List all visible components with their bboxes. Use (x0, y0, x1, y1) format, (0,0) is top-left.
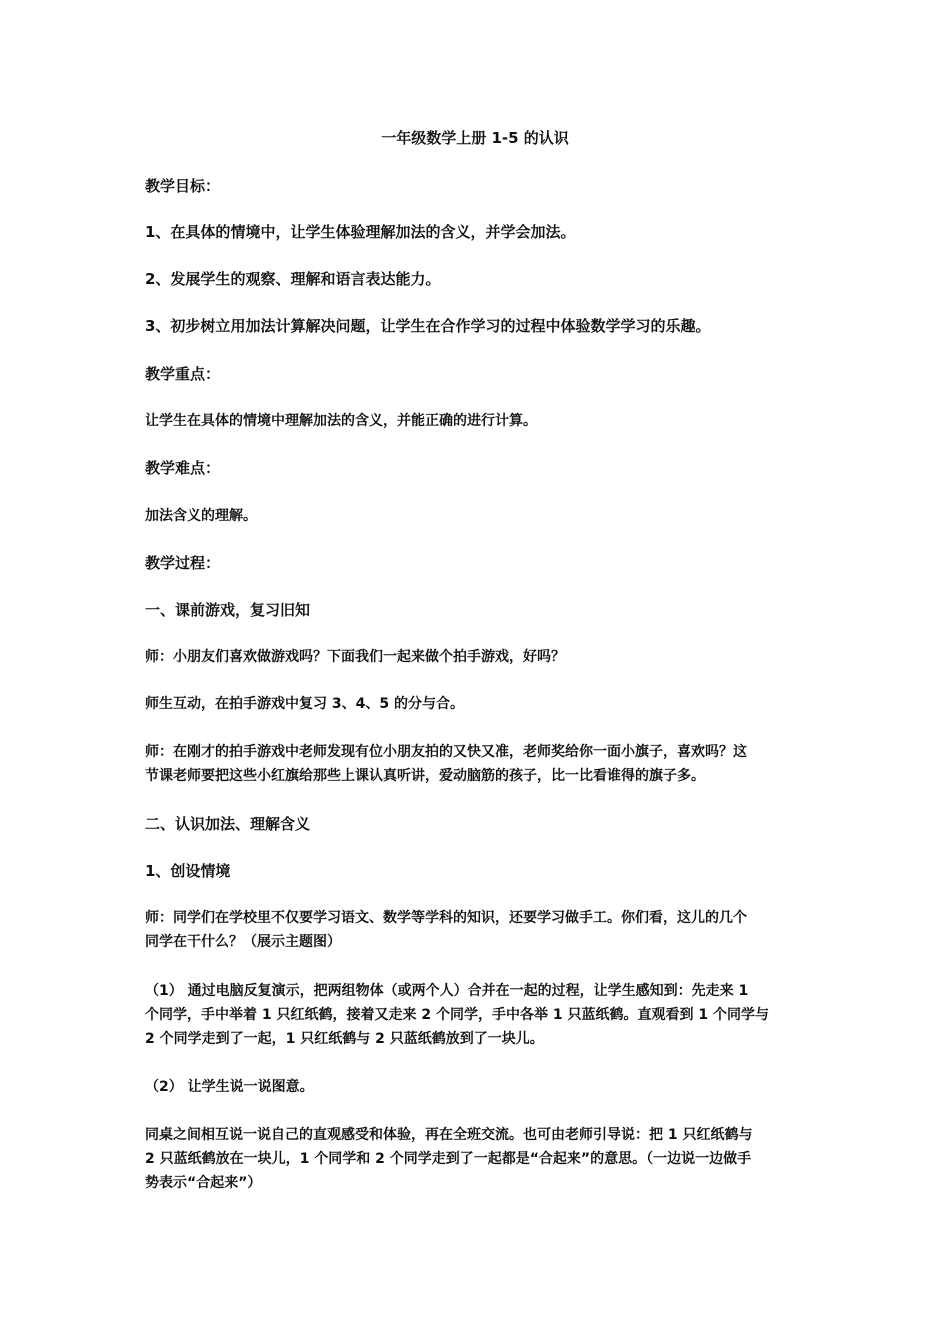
goal-2: 2、发展学生的观察、理解和语言表达能力。 (145, 270, 441, 288)
process-heading: 教学过程： (145, 554, 221, 572)
key-text: 让学生在具体的情境中理解加法的含义，并能正确的进行计算。 (145, 413, 537, 429)
text-line: 2 个同学走到了一起，1 只红纸鹤与 2 只蓝纸鹤放到了一块儿。 (145, 1031, 544, 1047)
key-heading: 教学重点： (145, 365, 221, 383)
text-line: （1） 通过电脑反复演示，把两组物体（或两个人）合并在一起的过程，让学生感知到：先走来 1 (145, 983, 749, 999)
document-title: 一年级数学上册 1-5 的认识 (381, 129, 569, 147)
text-line: 师：在刚才的拍手游戏中老师发现有位小朋友拍的又快又准，老师奖给你一面小旗子，喜欢吗？这 (145, 744, 747, 760)
text-line: 同学在干什么？（展示主题图） (145, 934, 341, 950)
teacher-line-1: 师：小朋友们喜欢做游戏吗？下面我们一起来做个拍手游戏，好吗？ (145, 649, 565, 665)
teacher-paragraph-3 (145, 906, 810, 954)
goal-1: 1、在具体的情境中，让学生体验理解加法的含义，并学会加法。 (145, 223, 576, 241)
difficulty-text: 加法含义的理解。 (145, 508, 257, 524)
subsection-1-heading: 1、创设情境 (145, 862, 231, 880)
step-1-paragraph (145, 979, 810, 1051)
step-2-line: （2） 让学生说一说图意。 (145, 1079, 314, 1095)
text-line: 势表示“合起来”） (145, 1175, 262, 1191)
interaction-line: 师生互动，在拍手游戏中复习 3、4、5 的分与合。 (145, 696, 464, 712)
text-line: 师：同学们在学校里不仅要学习语文、数学等学科的知识，还要学习做手工。你们看，这儿的几个 (145, 910, 747, 926)
text-line: 同桌之间相互说一说自己的直观感受和体验，再在全班交流。也可由老师引导说：把 1 只红纸鹤与 (145, 1127, 753, 1143)
section-1-heading: 一、课前游戏，复习旧知 (145, 601, 311, 619)
teacher-paragraph-2 (145, 740, 810, 788)
goal-3: 3、初步树立用加法计算解决问题，让学生在合作学习的过程中体验数学学习的乐趣。 (145, 317, 711, 335)
text-line: 个同学，手中举着 1 只红纸鹤，接着又走来 2 个同学，手中各举 1 只蓝纸鹤。直观看到 1 个同学与 (145, 1007, 769, 1023)
section-2-heading: 二、认识加法、理解含义 (145, 815, 311, 833)
goals-heading: 教学目标： (145, 177, 221, 195)
text-line: 2 只蓝纸鹤放在一块儿，1 个同学和 2 个同学走到了一起都是“合起来”的意思。（一边说一边做手 (145, 1151, 752, 1167)
exchange-paragraph (145, 1123, 810, 1195)
text-line: 节课老师要把这些小红旗给那些上课认真听讲，爱动脑筋的孩子，比一比看谁得的旗子多。 (145, 768, 705, 784)
difficulty-heading: 教学难点： (145, 459, 221, 477)
